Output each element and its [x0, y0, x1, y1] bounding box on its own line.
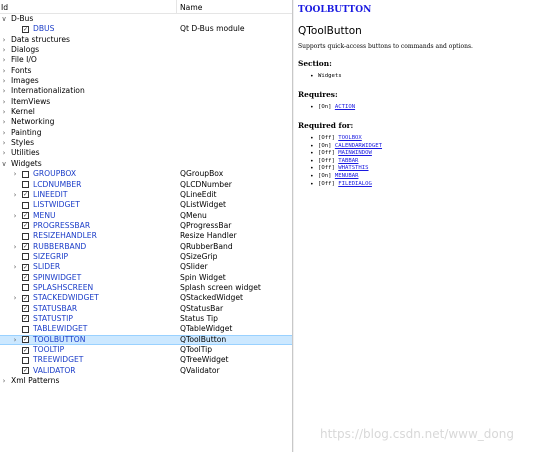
row-id-label: VALIDATOR [33, 365, 76, 375]
dependency-state: [Off] [318, 180, 335, 187]
dependency-link[interactable]: FILEDIALOG [338, 180, 372, 187]
documentation-panel [294, 0, 554, 452]
feature-checkbox[interactable]: ✓ [23, 212, 29, 220]
tree-header [0, 0, 292, 14]
row-name-label: QListWidget [180, 200, 226, 210]
row-name-label: QGroupBox [180, 169, 224, 179]
row-id-label: MENU [33, 210, 56, 220]
feature-checkbox[interactable] [22, 253, 29, 260]
row-id-label: D-Bus [11, 14, 34, 23]
tree-group-row[interactable] [0, 138, 292, 148]
row-id-label: Internationalization [11, 86, 85, 96]
feature-checkbox[interactable] [22, 284, 29, 291]
row-id-label: STATUSBAR [33, 303, 78, 313]
dependency-state: [Off] [318, 157, 335, 164]
doc-title-link[interactable]: TOOLBUTTON [298, 5, 372, 15]
dependency-link[interactable]: CALENDARWIDGET [334, 142, 383, 149]
tree-group-row[interactable] [0, 35, 292, 45]
row-id-label: Painting [11, 127, 42, 137]
section-label: Section: [298, 59, 332, 68]
row-id-label: TOOLBUTTON [33, 334, 86, 344]
tree-feature-row[interactable] [0, 262, 292, 272]
dependency-link[interactable]: MAINWINDOW [338, 150, 372, 157]
collapse-arrow-icon[interactable]: › [2, 87, 6, 96]
tree-feature-row[interactable] [0, 273, 292, 283]
dependency-link[interactable]: ACTION [334, 104, 356, 110]
expand-arrow-icon[interactable]: ∨ [1, 159, 7, 168]
collapse-arrow-icon[interactable]: › [13, 211, 17, 220]
row-id-label: Dialogs [11, 45, 40, 55]
doc-list-item [314, 135, 382, 143]
tree-group-row[interactable] [0, 376, 292, 386]
row-id-label: Xml Patterns [11, 376, 60, 386]
section-list [314, 73, 342, 81]
tree-feature-row[interactable] [0, 293, 292, 303]
feature-checkbox[interactable]: ✓ [23, 274, 29, 282]
tree-group-row[interactable] [0, 117, 292, 127]
collapse-arrow-icon[interactable]: › [2, 377, 6, 386]
row-id-label: SPLASHSCREEN [33, 282, 94, 292]
column-header-id[interactable]: Id [1, 3, 9, 12]
row-id-label: Fonts [11, 65, 32, 75]
row-name-label: QTableWidget [180, 324, 233, 334]
feature-checkbox[interactable]: ✓ [23, 294, 29, 302]
row-id-label: GROUPBOX [33, 169, 77, 179]
dependency-link[interactable]: MENUBAR [334, 172, 359, 179]
collapse-arrow-icon[interactable]: › [2, 118, 6, 127]
feature-checkbox[interactable]: ✓ [23, 315, 29, 323]
row-id-label: LINEEDIT [33, 189, 68, 199]
collapse-arrow-icon[interactable]: › [2, 139, 6, 148]
tree-feature-row[interactable] [0, 24, 292, 34]
feature-checkbox[interactable]: ✓ [23, 243, 29, 251]
collapse-arrow-icon[interactable]: › [2, 97, 6, 106]
tree-feature-row[interactable] [0, 231, 292, 241]
row-id-label: TABLEWIDGET [33, 324, 88, 334]
tree-feature-row[interactable] [0, 345, 292, 355]
tree-group-row[interactable] [0, 76, 292, 86]
row-name-label: QRubberBand [180, 241, 233, 251]
feature-checkbox[interactable] [22, 171, 29, 178]
tree-feature-row[interactable] [0, 252, 292, 262]
tree-feature-row[interactable] [0, 169, 292, 179]
row-name-label: QToolTip [180, 345, 213, 354]
feature-checkbox[interactable] [22, 326, 29, 333]
watermark: https://blog.csdn.net/www_dong [320, 427, 514, 441]
row-id-label: Data structures [11, 34, 70, 44]
tree-group-row[interactable] [0, 14, 292, 24]
tree-feature-row[interactable] [0, 180, 292, 190]
tree-feature-row[interactable] [0, 355, 292, 365]
row-id-label: PROGRESSBAR [33, 220, 91, 230]
row-id-label: SIZEGRIP [33, 251, 69, 261]
tree-feature-row[interactable] [0, 283, 292, 293]
collapse-arrow-icon[interactable]: › [2, 77, 6, 86]
feature-checkbox[interactable]: ✓ [23, 263, 29, 271]
row-name-label: QProgressBar [180, 220, 232, 230]
dependency-state: [On] [318, 104, 332, 110]
feature-checkbox[interactable]: ✓ [23, 305, 29, 313]
doc-description: Supports quick-access buttons to commands and options. [298, 43, 473, 50]
tree-feature-row[interactable] [0, 190, 292, 200]
collapse-arrow-icon[interactable]: › [13, 242, 17, 251]
row-name-label: QValidator [180, 365, 220, 375]
feature-checkbox[interactable]: ✓ [23, 367, 29, 375]
doc-list-item [314, 158, 382, 166]
doc-list-item [314, 104, 355, 112]
tree-feature-row[interactable] [0, 242, 292, 252]
collapse-arrow-icon[interactable]: › [2, 66, 6, 75]
doc-list-item [314, 150, 382, 158]
feature-checkbox[interactable] [22, 202, 29, 209]
tree-feature-row[interactable] [0, 324, 292, 334]
tree-feature-row[interactable] [0, 366, 292, 376]
doc-list-item [314, 165, 382, 173]
collapse-arrow-icon[interactable]: › [2, 56, 6, 65]
dependency-state: [Off] [318, 165, 335, 172]
row-name-label: QTreeWidget [180, 355, 229, 365]
dependency-state: [On] [318, 142, 332, 149]
feature-checkbox[interactable]: ✓ [23, 25, 29, 33]
row-id-label: Networking [11, 117, 55, 127]
required-for-list [314, 135, 382, 188]
row-id-label: RESIZEHANDLER [33, 231, 97, 241]
collapse-arrow-icon[interactable]: › [13, 335, 17, 344]
row-name-label: QSlider [180, 262, 208, 272]
row-name-label: Status Tip [180, 313, 218, 323]
feature-checkbox[interactable] [22, 181, 29, 188]
collapse-arrow-icon[interactable]: › [2, 35, 6, 44]
dependency-state: [On] [318, 172, 332, 179]
dependency-link[interactable]: TABBAR [338, 157, 359, 164]
row-name-label: QToolButton [180, 334, 227, 344]
row-id-label: STACKEDWIDGET [33, 293, 99, 303]
row-name-label: QLineEdit [180, 189, 217, 199]
row-name-label: QSizeGrip [180, 251, 218, 261]
tree-group-row[interactable] [0, 55, 292, 65]
row-id-label: SLIDER [33, 262, 61, 272]
row-id-label: File I/O [11, 55, 37, 65]
tree-group-row[interactable] [0, 66, 292, 76]
row-id-label: DBUS [33, 24, 55, 34]
collapse-arrow-icon[interactable]: › [2, 128, 6, 137]
row-name-label: QStatusBar [180, 303, 224, 313]
dependency-state: [Off] [318, 150, 335, 157]
row-id-label: Styles [11, 138, 35, 148]
row-name-label: Splash screen widget [180, 282, 261, 292]
feature-checkbox[interactable]: ✓ [23, 222, 29, 230]
tree-group-row[interactable] [0, 45, 292, 55]
requires-list [314, 104, 355, 112]
tree-feature-row[interactable] [0, 304, 292, 314]
tree-feature-row[interactable] [0, 314, 292, 324]
doc-list-item [314, 73, 342, 81]
row-name-label: Resize Handler [180, 231, 237, 241]
tree-group-row[interactable] [0, 128, 292, 138]
feature-checkbox[interactable]: ✓ [23, 346, 29, 354]
row-name-label: QMenu [180, 210, 207, 220]
row-name-label: QStackedWidget [180, 293, 243, 303]
row-name-label: Qt D-Bus module [180, 24, 245, 34]
collapse-arrow-icon[interactable]: › [13, 170, 17, 179]
feature-checkbox[interactable]: ✓ [23, 191, 29, 199]
doc-list-item [314, 181, 382, 189]
feature-checkbox[interactable] [22, 357, 29, 364]
feature-checkbox[interactable]: ✓ [23, 336, 29, 344]
row-id-label: Utilities [11, 148, 40, 158]
column-separator[interactable] [176, 0, 177, 14]
requires-label: Requires: [298, 90, 338, 99]
row-id-label: Images [11, 76, 39, 86]
expand-arrow-icon[interactable]: ∨ [1, 15, 7, 23]
collapse-arrow-icon[interactable]: › [13, 294, 17, 303]
collapse-arrow-icon[interactable]: › [13, 190, 17, 199]
dependency-link[interactable]: TOOLBOX [338, 135, 362, 141]
row-id-label: LCDNUMBER [33, 179, 82, 189]
required-for-label: Required for: [298, 121, 354, 130]
row-id-label: Kernel [11, 107, 35, 117]
row-id-label: RUBBERBAND [33, 241, 87, 251]
tree-group-row[interactable] [0, 97, 292, 107]
row-id-label: Widgets [11, 158, 42, 168]
row-id-label: LISTWIDGET [33, 200, 80, 210]
row-name-label: QLCDNumber [180, 179, 232, 189]
tree-group-row[interactable] [0, 159, 292, 169]
dependency-state: [Off] [318, 135, 335, 141]
row-name-label: Spin Widget [180, 272, 226, 282]
tree-feature-row[interactable] [0, 335, 292, 345]
tree-feature-row[interactable] [0, 221, 292, 231]
dependency-link[interactable]: WHATSTHIS [338, 165, 369, 172]
row-id-label: SPINWIDGET [33, 272, 82, 282]
doc-list-item [314, 173, 382, 181]
doc-list-item [314, 143, 382, 151]
doc-heading: QToolButton [298, 25, 362, 37]
section-name: Widgets [318, 73, 342, 79]
column-header-name[interactable]: Name [180, 3, 203, 12]
collapse-arrow-icon[interactable]: › [2, 46, 6, 55]
row-id-label: TOOLTIP [33, 345, 65, 354]
row-id-label: ItemViews [11, 96, 51, 106]
collapse-arrow-icon[interactable]: › [2, 149, 6, 158]
tree-group-row[interactable] [0, 107, 292, 117]
collapse-arrow-icon[interactable]: › [13, 263, 17, 272]
tree-feature-row[interactable] [0, 211, 292, 221]
tree-rows [0, 14, 292, 386]
feature-checkbox[interactable] [22, 233, 29, 240]
row-id-label: STATUSTIP [33, 313, 73, 323]
row-id-label: TREEWIDGET [33, 355, 84, 365]
tree-group-row[interactable] [0, 148, 292, 158]
collapse-arrow-icon[interactable]: › [2, 108, 6, 117]
tree-feature-row[interactable] [0, 200, 292, 210]
tree-group-row[interactable] [0, 86, 292, 96]
